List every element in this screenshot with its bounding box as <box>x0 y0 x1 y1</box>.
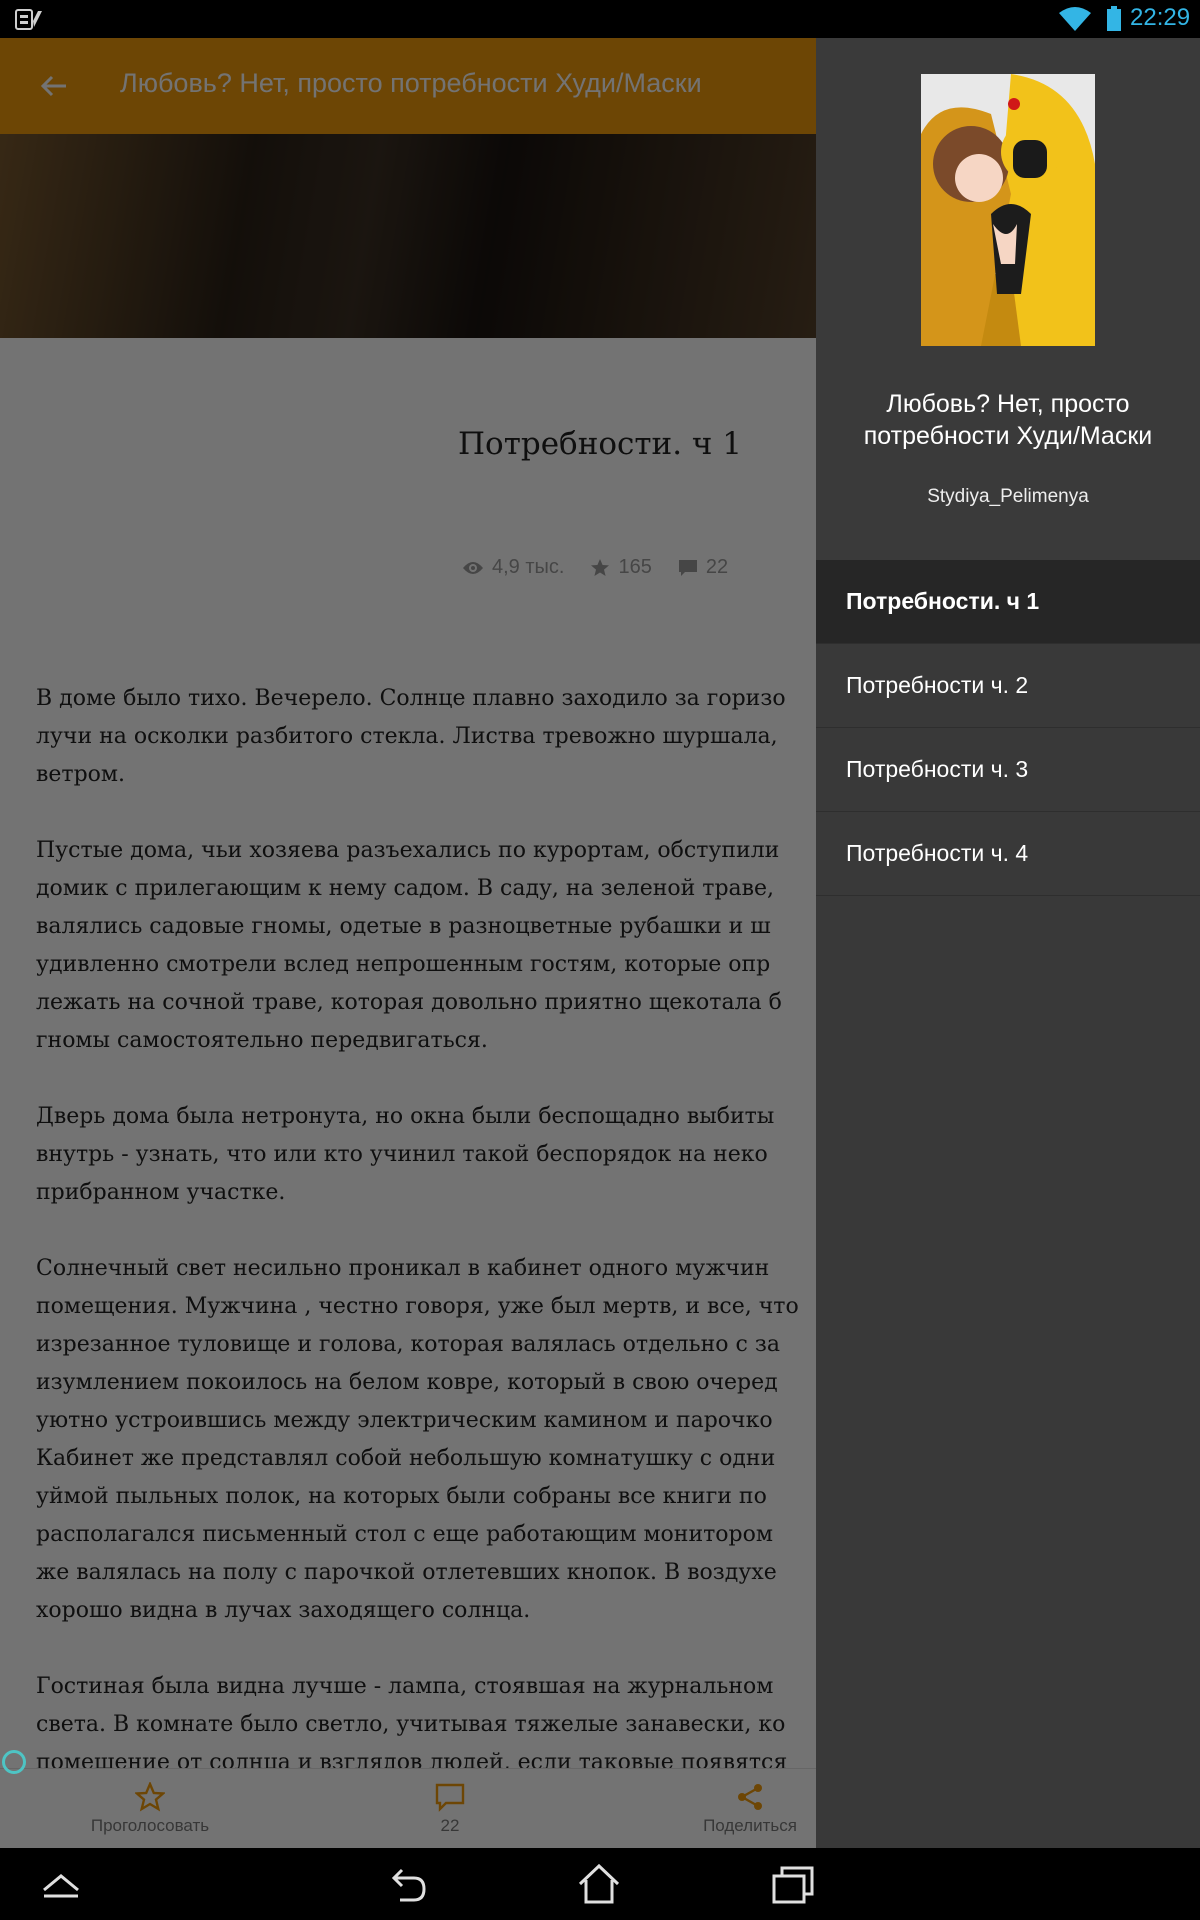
nav-recents-icon[interactable] <box>770 1862 816 1906</box>
drawer-story-title: Любовь? Нет, просто потребности Худи/Маски <box>863 390 1153 450</box>
nav-hide-icon[interactable] <box>38 1862 84 1906</box>
battery-icon <box>1106 6 1122 32</box>
story-reader <box>0 38 816 1848</box>
drawer-author[interactable]: Stydiya_Pelimenya <box>927 486 1089 507</box>
status-bar <box>0 0 1200 38</box>
nav-home-icon[interactable] <box>576 1862 622 1906</box>
chapter-drawer <box>816 38 1200 1848</box>
wifi-icon <box>1058 5 1092 33</box>
nav-back-icon[interactable] <box>384 1862 430 1906</box>
chapter-item[interactable]: Потребности ч. 3 <box>816 728 1200 812</box>
chapter-item[interactable]: Потребности ч. 2 <box>816 644 1200 728</box>
chapter-item[interactable]: Потребности. ч 1 <box>816 560 1200 644</box>
chapter-item[interactable]: Потребности ч. 4 <box>816 812 1200 896</box>
chapter-list <box>816 560 1200 896</box>
drawer-scrim[interactable] <box>0 38 816 1848</box>
system-nav-bar <box>0 1848 1200 1920</box>
clock: 22:29 <box>1130 4 1191 31</box>
drawer-header <box>816 38 1200 560</box>
sim-card-icon <box>14 7 44 31</box>
loading-indicator-icon <box>2 1750 26 1774</box>
story-cover-image[interactable] <box>921 74 1095 346</box>
